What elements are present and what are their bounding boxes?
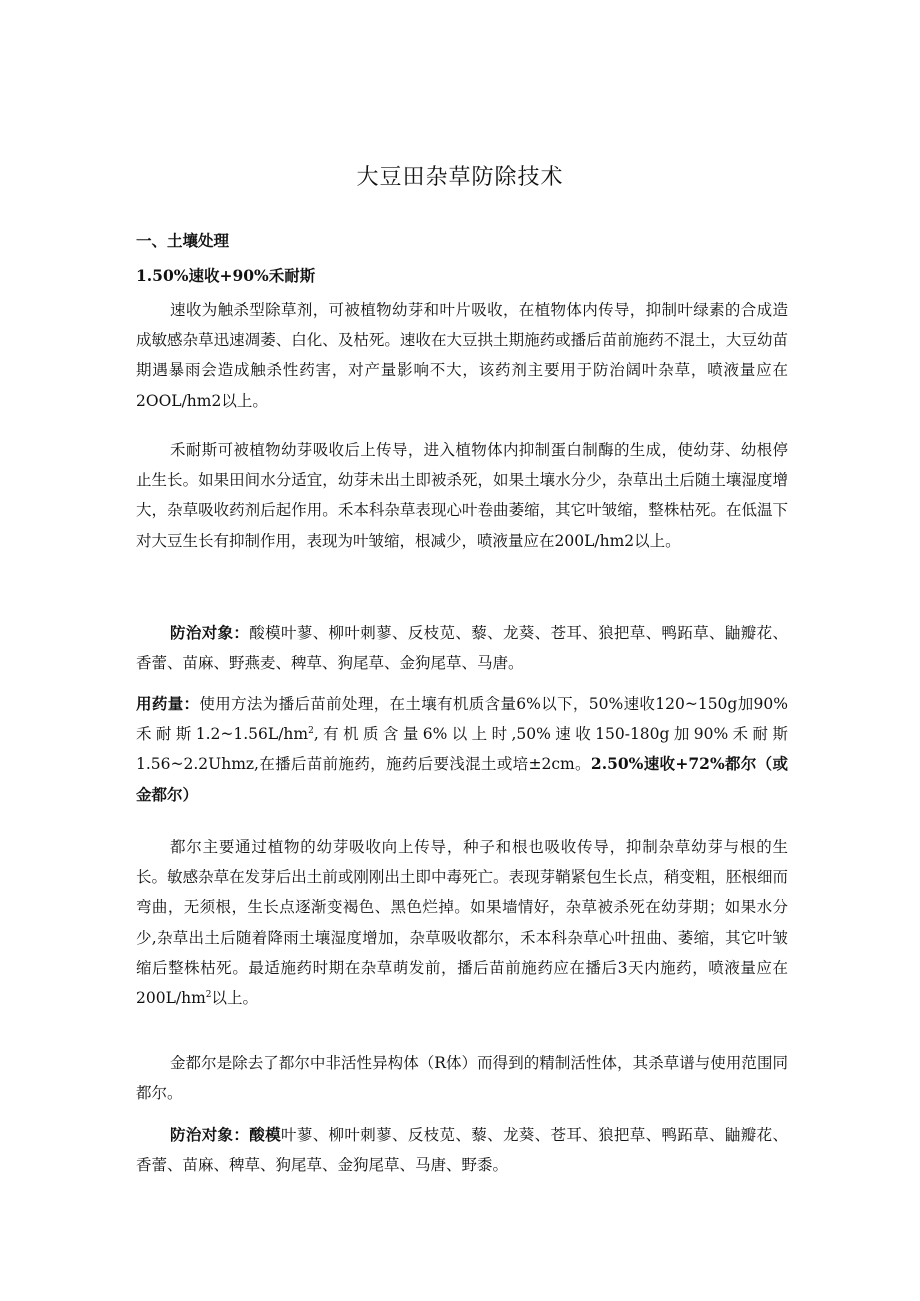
- duer-superscript: 2: [205, 989, 212, 1000]
- targets-label-1: 防治对象：: [170, 623, 250, 642]
- dosage-text-a: 使用方法为播后苗前处理，在土壤有机质含量6%以下，50%速收120~150g加90%禾耐斯1.2~1.56L∕hm: [136, 695, 788, 744]
- item-heading-1: 1.50%速收+90%禾耐斯: [136, 266, 316, 285]
- targets-text-1: 酸模叶蓼、柳叶刺蓼、反枝苋、藜、龙葵、苍耳、狼把草、鸭跖草、鼬瓣花、香蕾、苗麻、野燕麦、稗草、狗尾草、金狗尾草、马唐。: [136, 624, 788, 673]
- section-heading-soil-treatment: 一、土壤处理: [136, 231, 230, 250]
- targets-bold-word-2: 酸模: [249, 1125, 281, 1144]
- paragraph-targets-2: [136, 1120, 788, 1180]
- duer-text-b: 以上。: [211, 989, 259, 1008]
- paragraph-sushou: 速收为触杀型除草剂，可被植物幼芽和叶片吸收，在植物体内传导，抑制叶绿素的合成造成敏感杂草迅速凋萎、白化、及枯死。速收在大豆拱土期施药或播后苗前施药不混土，大豆幼苗期遇暴雨会造成触杀性药害，对产量影响不大，该药剂主要用于防治阔叶杂草，喷液量应在2OOL∕hm2以上。: [136, 301, 788, 410]
- dosage-superscript: 2: [308, 726, 314, 737]
- targets-text-2: 叶蓼、柳叶刺蓼、反枝苋、藜、龙葵、苍耳、狼把草、鸭跖草、鼬瓣花、香蕾、苗麻、稗草、狗尾草、金狗尾草、马唐、野黍。: [136, 1126, 788, 1175]
- dosage-label: 用药量：: [136, 694, 200, 713]
- paragraph-targets-1: [136, 618, 788, 678]
- paragraph-duer: [136, 832, 788, 1013]
- paragraph-naisi: 禾耐斯可被植物幼芽吸收后上传导，进入植物体内抑制蛋白制酶的生成，使幼芽、幼根停止生长。如果田间水分适宜，幼芽未出土即被杀死，如果土壤水分少，杂草出土后随土壤湿度增大，杂草吸收药剂后起作用。禾本科杂草表现心叶卷曲萎缩，其它叶皱缩，整株枯死。在低温下对大豆生长有抑制作用，表现为叶皱缩，根减少，喷液量应在200L∕hm2以上。: [136, 441, 788, 550]
- paragraph-dosage: [136, 689, 788, 810]
- document-title: 大豆田杂草防除技术: [356, 165, 564, 190]
- dosage-text-b: ,有机质含量6%以上时,50%速收150-180g加90%禾耐斯1.56~2.2Uhmz,在播后苗前施药，施药后要浅混土或培±2cm。: [136, 725, 788, 774]
- targets-label-2: 防治对象：: [170, 1125, 250, 1144]
- item-heading-2: 2.50%速收+72%都尔（或金都尔）: [136, 754, 789, 804]
- duer-text-a: 都尔主要通过植物的幼芽吸收向上传导，种子和根也吸收传导，抑制杂草幼芽与根的生长。敏感杂草在发芽后出土前或刚刚出土即中毒死亡。表现芽鞘紧包生长点，稍变粗，胚根细而弯曲，无须根，生长点逐渐变褐色、黑色烂掉。如果墙情好，杂草被杀死在幼芽期；如果水分少,杂草出土后随着降雨土壤湿度增加，杂草吸收都尔，禾本科杂草心叶扭曲、萎缩，其它叶皱缩后整株枯死。最适施药时期在杂草萌发前，播后苗前施药应在播后3天内施药，喷液量应在200L∕hm: [136, 838, 788, 1008]
- paragraph-jinduer: 金都尔是除去了都尔中非活性异构体（R体）而得到的精制活性体，其杀草谱与使用范围同都尔。: [136, 1054, 788, 1103]
